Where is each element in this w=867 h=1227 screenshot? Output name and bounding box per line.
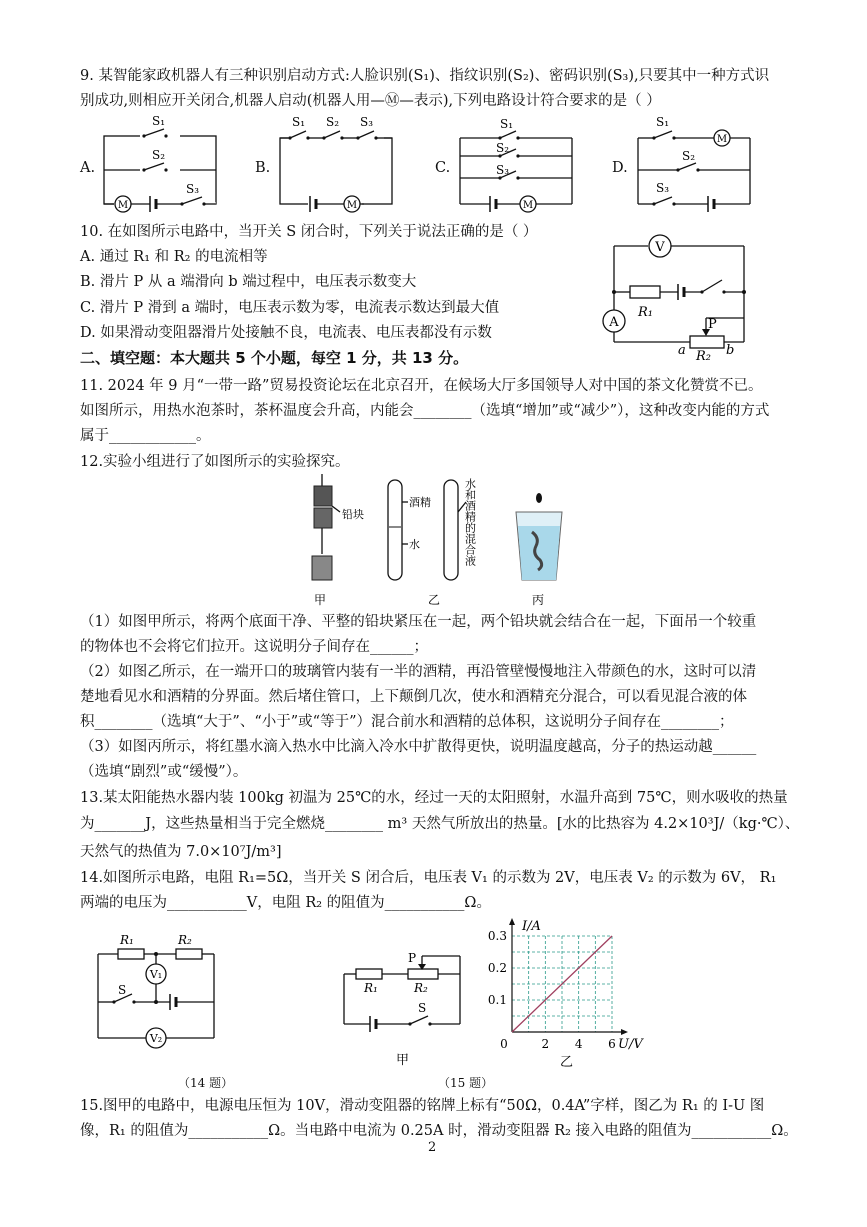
q15-r2-label: R₂: [414, 981, 428, 995]
q14-circuit: [92, 930, 222, 1050]
q10-b-end: b: [726, 343, 735, 358]
x-tick-label: 6: [608, 1037, 616, 1051]
q15-iu-chart: [480, 912, 650, 1072]
q9-option-c[interactable]: C.: [435, 160, 451, 176]
q9d-motor-label: M: [716, 134, 728, 145]
q15-caption: （15 题）: [438, 1076, 494, 1090]
q9-circuit-b: [278, 112, 398, 216]
q12-p2b: 楚地看见水和酒精的分界面。然后堵住管口，上下颠倒几次，使水和酒精充分混合，可以看见混合液的体: [80, 689, 747, 705]
q9c-s1: S₁: [500, 117, 514, 131]
y-tick-label: 0.3: [487, 929, 507, 943]
q9-option-d[interactable]: D.: [612, 160, 628, 176]
q14-line2: 两端的电压为___________V，电阻 R₂ 的阻值为___________Ω。: [80, 895, 491, 911]
q9-line1: 9. 某智能家政机器人有三种识别启动方式:人脸识别(S₁)、指纹识别(S₂)、密码识别(S₃),只要其中一种方式识: [80, 68, 770, 84]
q15-fig-yi-label: 乙: [560, 1055, 574, 1070]
tube-figure: [388, 477, 477, 580]
page-number: 2: [428, 1140, 437, 1155]
q9a-s3: S₃: [186, 182, 200, 196]
q10-voltmeter-label: V: [655, 240, 665, 255]
q10-p-label: P: [708, 317, 717, 332]
q12-p1b: 的物体也不会将它们拉开。这说明分子间存在______；: [80, 639, 428, 655]
q11-line3: 属于____________。: [80, 428, 211, 444]
q9-option-a[interactable]: A.: [80, 160, 96, 176]
q11-line1: 11. 2024 年 9 月“一带一路”贸易投资论坛在北京召开，在候场大厅多国领导人对中国的茶文化赞赏不已。: [80, 378, 763, 394]
mixture-label: 水和酒精的混合液: [463, 478, 477, 566]
q13-line3: 天然气的热值为 7.0×10⁷J/m³]: [80, 844, 282, 860]
ink-cup-figure: [516, 493, 562, 580]
chart-xlabel: U/V: [618, 1037, 643, 1052]
q9-circuit-c: [456, 112, 576, 216]
q12-p3a: （3）如图丙所示，将红墨水滴入热水中比滴入冷水中扩散得更快，说明温度越高，分子的热运动越______: [80, 739, 757, 755]
alcohol-label: 酒精: [409, 496, 431, 509]
q9-option-b[interactable]: B.: [255, 160, 271, 176]
q10-stem: 10. 在如图所示电路中，当开关 S 闭合时，下列关于说法正确的是（ ）: [80, 224, 538, 240]
q10-r1-label: R₁: [638, 305, 653, 320]
q15-line2: 像，R₁ 的阻值为___________Ω。当电路中电流为 0.25A 时，滑动变阻器 R₂ 接入电路的阻值为___________Ω。: [80, 1123, 798, 1139]
q15-line1: 15.图甲的电路中，电源电压恒为 10V，滑动变阻器的铭牌上标有“50Ω，0.4A”字样，图乙为 R₁ 的 I-U 图: [80, 1098, 765, 1114]
x-tick-label: 0: [500, 1037, 508, 1051]
q13-line1: 13.某太阳能热水器内装 100kg 初温为 25℃的水，经过一天的太阳照射，水温升高到 75℃，则水吸收的热量: [80, 790, 788, 806]
q9-circuit-a: [100, 112, 220, 216]
q13-line2: 为_______J，这些热量相当于完全燃烧________ m³ 天然气所放出的热量。[水的比热容为 4.2×10³J/（kg·℃）、: [80, 816, 800, 832]
x-tick-label: 4: [574, 1037, 583, 1051]
q15-circuit: [340, 948, 470, 1068]
y-tick-label: 0.2: [487, 961, 507, 975]
y-axis-arrow: [509, 918, 515, 925]
q10-option-a[interactable]: A. 通过 R₁ 和 R₂ 的电流相等: [80, 249, 268, 265]
q9a-motor-label: M: [117, 200, 129, 211]
q15-p-label: P: [408, 951, 417, 965]
q14-caption: （14 题）: [178, 1076, 234, 1090]
water-label: 水: [409, 538, 420, 551]
q11-line2: 如图所示，用热水泡茶时，茶杯温度会升高，内能会________（选填“增加”或“减少”），这种改变内能的方式: [80, 403, 770, 419]
q9-line2: 别成功,则相应开关闭合,机器人启动(机器人用—Ⓜ—表示),下列电路设计符合要求的是（ ）: [80, 93, 661, 109]
q9a-s2: S₂: [152, 148, 166, 162]
q9b-motor-label: M: [346, 200, 358, 211]
q10-a-end: a: [678, 343, 686, 358]
lead-block-figure: [312, 474, 364, 580]
q9b-s2: S₂: [326, 115, 340, 129]
q14-v1-label: V₁: [149, 968, 163, 981]
q9-circuit-d: [634, 112, 754, 216]
q12-p2c: 积________（选填“大于”、“小于”或“等于”）混合前水和酒精的总体积，这说明分子间存在________；: [80, 714, 734, 730]
q12-figure: [300, 472, 580, 608]
q9b-s3: S₃: [360, 115, 374, 129]
q14-v2-label: V₂: [149, 1032, 163, 1045]
section-2-heading: 二、填空题：本大题共 5 个小题，每空 1 分，共 13 分。: [80, 349, 469, 367]
q9a-s1: S₁: [152, 114, 166, 128]
x-axis-arrow: [621, 1029, 628, 1035]
lead-label: 铅块: [342, 508, 364, 521]
q10-option-d[interactable]: D. 如果滑动变阻器滑片处接触不良，电流表、电压表都没有示数: [80, 325, 492, 341]
q9d-s3: S₃: [656, 181, 670, 195]
chart-ylabel: I/A: [522, 919, 541, 934]
q10-option-b[interactable]: B. 滑片 P 从 a 端滑向 b 端过程中，电压表示数变大: [80, 274, 417, 290]
q14-r2-label: R₂: [178, 933, 192, 947]
x-tick-label: 2: [541, 1037, 550, 1051]
q12-p3b: （选填“剧烈”或“缓慢”）。: [80, 764, 248, 780]
q9c-s2: S₂: [496, 141, 510, 155]
fig-jia-label: 甲: [314, 593, 327, 607]
q12-stem: 12.实验小组进行了如图所示的实验探究。: [80, 454, 350, 470]
q9c-s3: S₃: [496, 163, 510, 177]
q14-line1: 14.如图所示电路，电阻 R₁=5Ω，当开关 S 闭合后，电压表 V₁ 的示数为 2V，电压表 V₂ 的示数为 6V， R₁: [80, 870, 777, 886]
q12-p2a: （2）如图乙所示，在一端开口的玻璃管内装有一半的酒精，再沿管壁慢慢地注入带颜色的水，这时可以清: [80, 664, 757, 680]
q12-p1a: （1）如图甲所示，将两个底面干净、平整的铅块紧压在一起，两个铅块就会结合在一起，下面吊一个较重: [80, 614, 757, 630]
q10-circuit: [598, 232, 758, 362]
q10-option-c[interactable]: C. 滑片 P 滑到 a 端时，电压表示数为零，电流表示数达到最大值: [80, 300, 500, 316]
q9d-s2: S₂: [682, 149, 696, 163]
y-tick-label: 0.1: [487, 993, 507, 1007]
fig-yi-label: 乙: [428, 593, 441, 607]
q10-ammeter-label: A: [609, 315, 619, 330]
q9c-motor-label: M: [522, 200, 534, 211]
q15-fig-jia-label: 甲: [396, 1053, 410, 1068]
q15-s-label: S: [418, 1001, 427, 1015]
fig-bing-label: 丙: [532, 593, 545, 607]
q10-r2-label: R₂: [696, 349, 711, 364]
q9b-s1: S₁: [292, 115, 306, 129]
q9d-s1: S₁: [656, 115, 670, 129]
q15-r1-label: R₁: [364, 981, 378, 995]
q14-r1-label: R₁: [120, 933, 134, 947]
q14-s-label: S: [118, 983, 127, 997]
